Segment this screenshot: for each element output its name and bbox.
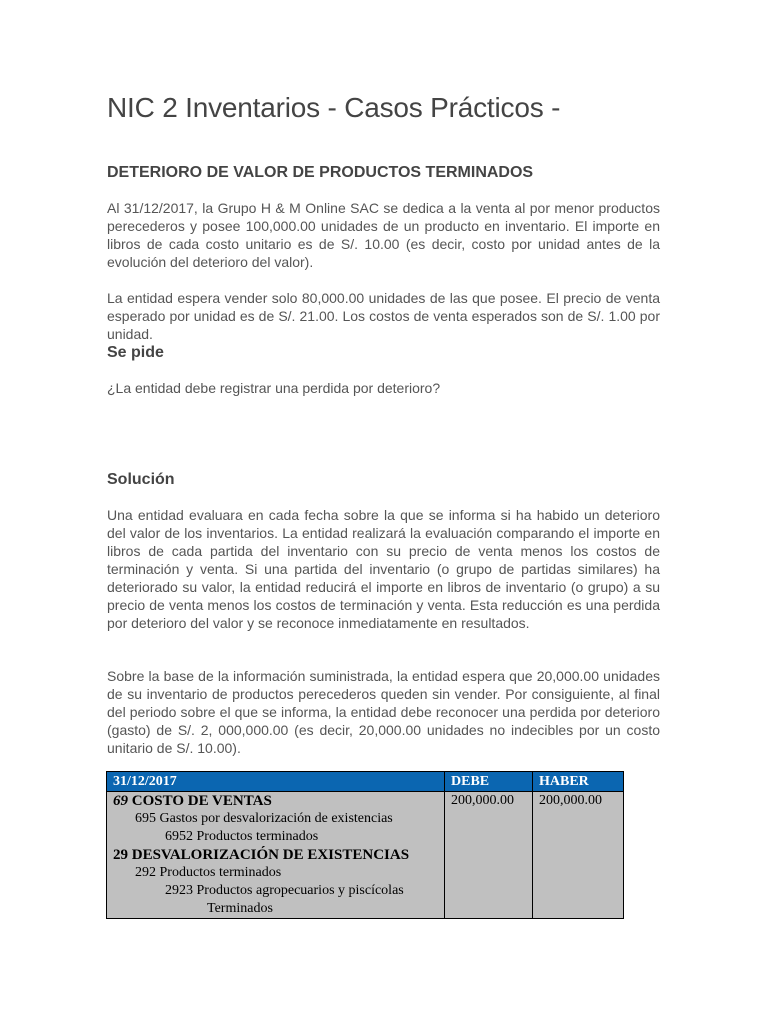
case-paragraph-1: Al 31/12/2017, la Grupo H & M Online SAC se dedica a la venta al por menor productos perecederos y posee 100,000.00 unidades de un producto en inventario. El importe en libros de cada costo unitario es de S/. 10.00 (es decir, costo por unidad antes de la evolución del deterioro del valor).: [107, 200, 660, 270]
account-2923: 2923 Productos agropecuarios y piscícolas: [165, 883, 404, 898]
journal-accounts-cell: [107, 792, 445, 919]
account-292: 292 Productos terminados: [135, 865, 282, 880]
journal-credit-amount: 200,000.00: [533, 792, 624, 919]
account-6952: 6952 Productos terminados: [165, 829, 319, 844]
account-name: COSTO DE VENTAS: [131, 793, 272, 809]
section-heading-deterioro: DETERIORO DE VALOR DE PRODUCTOS TERMINADOS: [107, 164, 534, 181]
section-heading-se-pide: Se pide: [107, 344, 164, 361]
journal-debit-header: DEBE: [445, 772, 533, 792]
solution-paragraph-2: Sobre la base de la información suministrada, la entidad espera que 20,000.00 unidades de su inventario de productos perecederos queden sin vender. Por consiguiente, al final del periodo sobre el que se informa, la entidad debe reconocer una perdida por deterioro (gasto) de S/. 2, 000,000.00 (es decir, 20,000.00 unidades no indecibles por un costo unitario de S/. 10.00).: [107, 668, 660, 756]
account-name: DESVALORIZACIÓN DE EXISTENCIAS: [131, 847, 410, 863]
account-695: 695 Gastos por desvalorización de existencias: [135, 811, 393, 826]
account-code: 69: [113, 793, 128, 809]
case-paragraph-2: La entidad espera vender solo 80,000.00 unidades de las que posee. El precio de venta esperado por unidad es de S/. 21.00. Los costos de venta esperados son de S/. 1.00 por unidad.: [107, 290, 660, 342]
journal-entry-table: [106, 771, 624, 919]
journal-credit-header: HABER: [533, 772, 624, 792]
journal-header-row: [107, 772, 624, 792]
journal-debit-amount: 200,000.00: [445, 792, 533, 919]
journal-entry-row: [107, 792, 624, 919]
journal-date-header: 31/12/2017: [107, 772, 445, 792]
account-29: [113, 846, 438, 864]
solution-paragraph-1: Una entidad evaluara en cada fecha sobre la que se informa si ha habido un deterioro del valor de los inventarios. La entidad realizará la evaluación comparando el importe en libros de cada partida del inventario con su precio de venta menos los costos de terminación y venta. Si una partida del inventario (o grupo de partidas similares) ha deteriorado su valor, la entidad reducirá el importe en libros de inventario (o grupo) a su precio de venta menos los costos de terminación y venta. Esta reducción es una perdida por deterioro del valor y se reconoce inmediatamente en resultados.: [107, 507, 660, 631]
account-69: [113, 792, 438, 810]
document-title: NIC 2 Inventarios - Casos Prácticos -: [107, 92, 561, 123]
account-2923-continued: Terminados: [207, 901, 273, 916]
account-code: 29: [113, 847, 128, 863]
section-heading-solucion: Solución: [107, 471, 175, 488]
question-text: ¿La entidad debe registrar una perdida por deterioro?: [107, 380, 441, 396]
